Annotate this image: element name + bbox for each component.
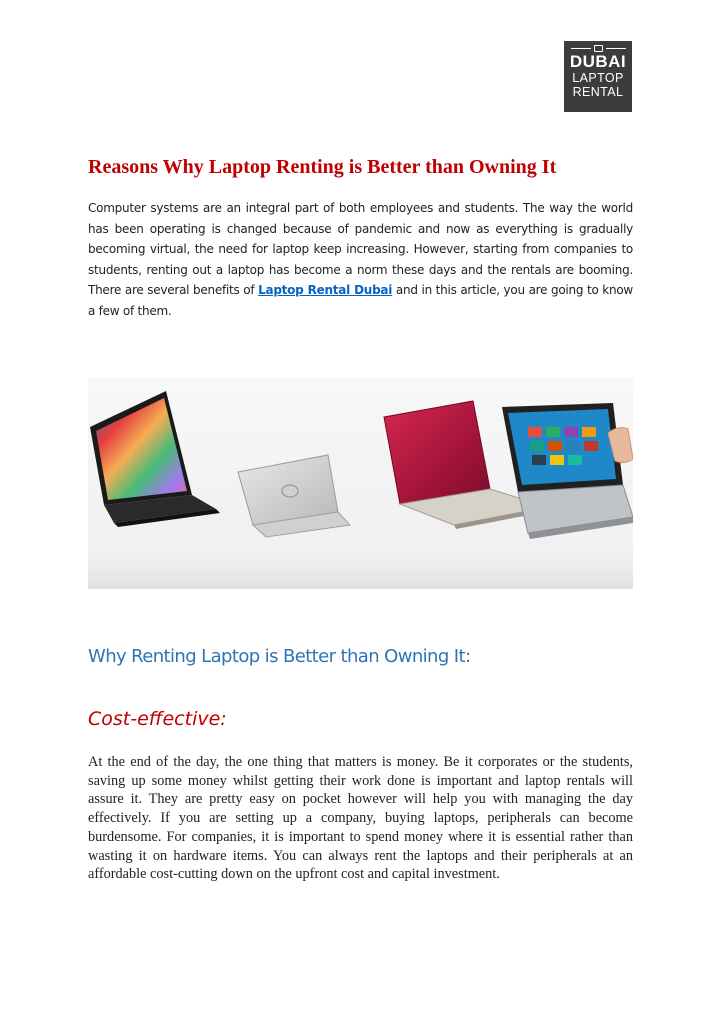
- section-heading: Why Renting Laptop is Better than Owning It:: [88, 646, 471, 667]
- logo-line-2: LAPTOP: [572, 71, 624, 85]
- cost-effective-paragraph: At the end of the day, the one thing that matters is money. Be it corporates or the students, saving up some money whilst getting their work done is important and laptop rentals will assure it. They are pretty easy on pocket however will help you with managing the day effectively. If you are setting up a company, buying laptops, peripherals can become burdensome. For companies, it is important to spend money where it is essential rather than wasting it on hardware items. You can always rent the laptops and their peripherals at an affordable cost-cutting down on the upfront cost and capital investment.: [88, 754, 633, 883]
- brand-logo: [564, 41, 632, 112]
- silver-laptop: [238, 455, 350, 537]
- page-title: Reasons Why Laptop Renting is Better than Owning It: [88, 156, 557, 178]
- cost-effective-heading: Cost-effective:: [88, 708, 227, 730]
- intro-text-before: Computer systems are an integral part of both employees and students. The way the world has been operating is changed because of pandemic and now as everything is gradually becoming virtual, the need for laptop keep increasing. However, starting from companies to students, renting out a laptop has become a norm these days and the rentals are booming. There are several benefits of: [88, 201, 633, 298]
- intro-paragraph: [88, 198, 633, 322]
- hero-laptops-image: [88, 377, 633, 589]
- windows-laptop: [502, 403, 633, 539]
- logo-line-1: DUBAI: [569, 52, 627, 71]
- logo-line-3: RENTAL: [572, 85, 624, 99]
- laptop-rental-dubai-link[interactable]: Laptop Rental Dubai: [258, 283, 393, 298]
- colorful-laptop: [90, 391, 220, 527]
- intro-text-after: and in this article, you are going to know a few of them.: [88, 283, 633, 318]
